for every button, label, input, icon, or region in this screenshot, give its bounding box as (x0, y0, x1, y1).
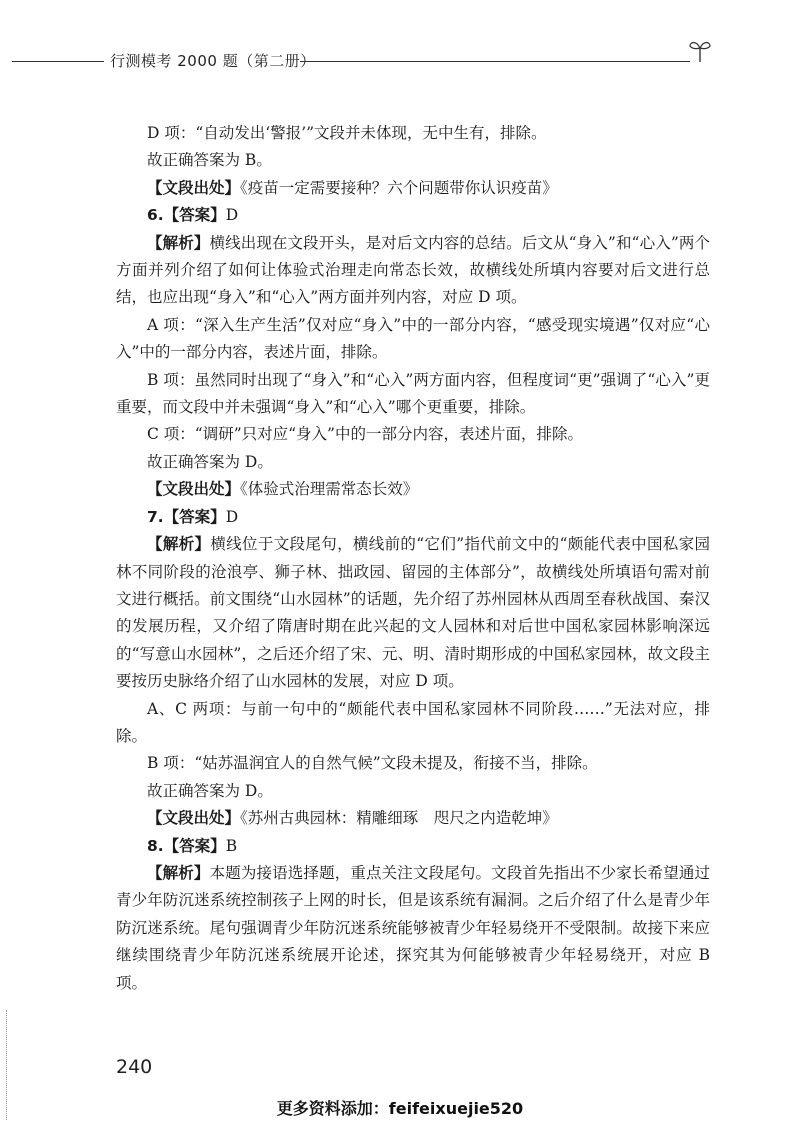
paragraph-tag: 【解析】 (147, 863, 210, 882)
sprout-icon (686, 36, 714, 64)
paragraph-text: 故正确答案为 D。 (147, 452, 273, 471)
paragraph-text: 横线出现在文段开头，是对后文内容的总结。后文从“身入”和“心入”两个方面并列介绍了如何让体验式治理走向常态长效，故横线处所填内容要对后文进行总结，也应出现“身入”和“心入”两方面并列内容，对应 D 项。 (116, 233, 710, 307)
page-number: 240 (116, 1056, 153, 1078)
paragraph-tag: 【文段出处】 (147, 809, 241, 828)
paragraph (116, 367, 710, 422)
paragraph (116, 833, 710, 860)
paragraph (116, 750, 710, 777)
paragraph (116, 805, 710, 832)
paragraph-tag: 6.【答案】 (147, 206, 226, 225)
paragraph (116, 476, 710, 503)
paragraph-text: B (225, 836, 238, 855)
paragraph (116, 504, 710, 531)
paragraph-text: 故正确答案为 D。 (147, 781, 273, 800)
paragraph-text: 《苏州古典园林：精雕细琢 咫尺之内造乾坤》 (240, 809, 558, 828)
paragraph (116, 175, 710, 202)
paragraph (116, 421, 710, 448)
running-header (0, 46, 800, 74)
paragraph-text: D (225, 206, 239, 225)
paragraph-tag: 【解析】 (147, 535, 211, 554)
header-rule-left (12, 61, 104, 62)
paragraph-text: C 项：“调研”只对应“身入”中的一部分内容，表述片面，排除。 (147, 425, 583, 444)
paragraph-tag: 【解析】 (147, 233, 210, 252)
paragraph (116, 860, 710, 997)
paragraph-text: 横线位于文段尾句，横线前的“它们”指代前文中的“颇能代表中国私家园林不同阶段的沧浪亭、狮子林、拙政园、留园的主体部分”，故横线处所填语句需对前文进行概括。前文围绕“山水园林”的话题，先介绍了苏州园林从西周至春秋战国、秦汉的发展历程，又介绍了隋唐时期在此兴起的文人园林和对后世中国私家园林影响深远的“写意山水园林”，之后还介绍了宋、元、明、清时期形成的中国私家园林，故文段主要按历史脉络介绍了山水园林的发展，对应 D 项。 (116, 535, 710, 691)
paragraph (116, 230, 710, 312)
paragraph-text: 《疫苗一定需要接种？六个问题带你认识疫苗》 (240, 178, 558, 197)
paragraph-text: 本题为接语选择题，重点关注文段尾句。文段首先指出不少家长希望通过青少年防沉迷系统控制孩子上网的时长，但是该系统有漏洞。之后介绍了什么是青少年防沉迷系统。尾句强调青少年防沉迷系统能够被青少年轻易绕开不受限制。故接下来应继续围绕青少年防沉迷系统展开论述，探究其为何能够被青少年轻易绕开，对应 B 项。 (116, 863, 710, 992)
paragraph-text: B 项：“姑苏温润宜人的自然气候”文段未提及，衔接不当，排除。 (147, 754, 598, 773)
header-rule-right (300, 61, 690, 62)
book-title: 行测模考 2000 题（第二册） (110, 52, 316, 70)
paragraph-tag: 8.【答案】 (147, 836, 226, 855)
paragraph (116, 202, 710, 229)
paragraph-tag: 【文段出处】 (147, 178, 241, 197)
paragraph-text: D (225, 507, 239, 526)
paragraph (116, 147, 710, 174)
paragraph-text: 《体验式治理需常态长效》 (240, 480, 419, 499)
paragraph (116, 120, 710, 147)
paragraph-tag: 【文段出处】 (147, 480, 241, 499)
paragraph-tag: 7.【答案】 (147, 507, 226, 526)
paragraph (116, 696, 710, 751)
paragraph (116, 312, 710, 367)
paragraph-text: B 项：虽然同时出现了“身入”和“心入”两方面内容，但程度词“更”强调了“心入”更重要，而文段中并未强调“身入”和“心入”哪个更重要，排除。 (116, 370, 710, 417)
paragraph (116, 531, 710, 695)
paragraph-text: A 项：“深入生产生活”仅对应“身入”中的一部分内容，“感受现实境遇”仅对应“心入”中的一部分内容，表述片面，排除。 (116, 315, 710, 362)
footer-note: 更多资料添加：feifeixuejie520 (276, 1099, 524, 1118)
paragraph (116, 449, 710, 476)
paragraph (116, 778, 710, 805)
answer-explanations (116, 120, 710, 997)
paragraph-text: A、C 两项：与前一句中的“颇能代表中国私家园林不同阶段……”无法对应，排除。 (116, 699, 710, 745)
paragraph-text: D 项：“自动发出‘警报’”文段并未体现，无中生有，排除。 (147, 124, 547, 142)
paragraph-text: 故正确答案为 B。 (147, 151, 272, 170)
